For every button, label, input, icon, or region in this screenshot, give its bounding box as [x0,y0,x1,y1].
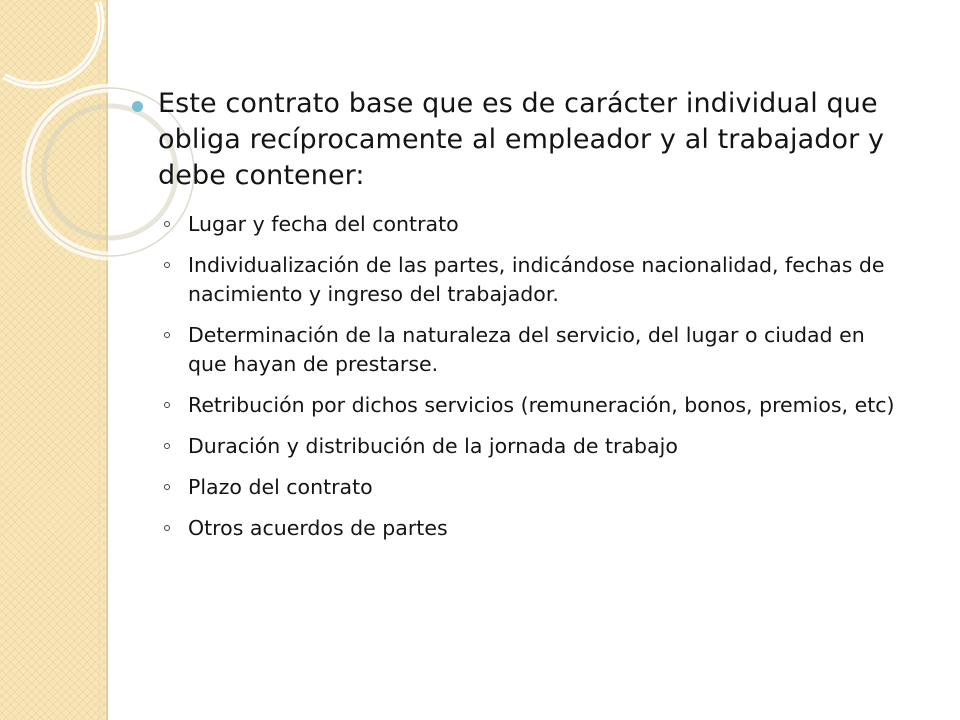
list-item [130,514,910,543]
list-item [130,473,910,502]
list-item-text: Plazo del contrato [188,475,373,499]
list-item-text: Determinación de la naturaleza del servicio, del lugar o ciudad en que hayan de prestarse. [188,323,865,376]
slide-content [130,86,910,555]
list-item-text: Duración y distribución de la jornada de trabajo [188,434,678,458]
ring-bullet-icon [164,221,170,227]
list-item-text: Otros acuerdos de partes [188,516,448,540]
ring-bullet-icon [164,484,170,490]
ring-bullet-icon [164,402,170,408]
decorative-arc-top [4,2,101,85]
list-item [130,321,910,379]
list-item-text: Lugar y fecha del contrato [188,212,459,236]
ring-bullet-icon [164,525,170,531]
list-item-text: Retribución por dichos servicios (remuneración, bonos, premios, etc) [188,393,895,417]
ring-bullet-icon [164,332,170,338]
list-item [130,432,910,461]
list-item [130,251,910,309]
list-item-text: Individualización de las partes, indicándose nacionalidad, fechas de nacimiento y ingreso del trabajador. [188,253,885,306]
main-bullet-dot-icon [132,101,143,112]
sub-bullet-list [130,210,910,543]
list-item [130,210,910,239]
list-item [130,391,910,420]
main-bullet-text: Este contrato base que es de carácter individual que obliga recíprocamente al empleador y al trabajador y debe contener: [158,88,885,191]
ring-bullet-icon [164,443,170,449]
ring-bullet-icon [164,262,170,268]
decorative-arc-top-edge [4,2,101,85]
main-bullet-item [130,86,910,194]
